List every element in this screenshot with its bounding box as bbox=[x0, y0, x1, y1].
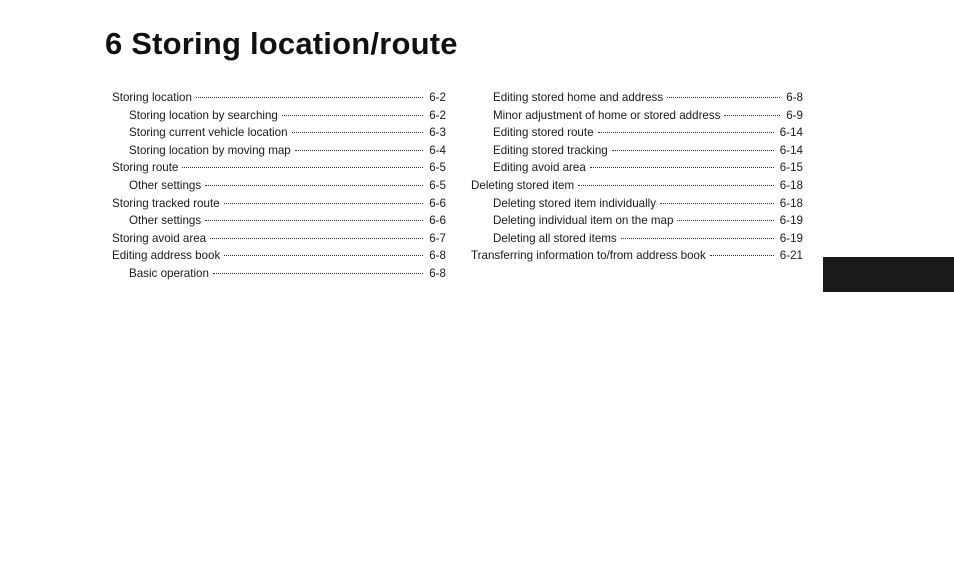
toc-entry-label: Deleting stored item bbox=[471, 178, 575, 192]
toc-entry-other-settings-tracked[interactable] bbox=[112, 212, 446, 230]
toc-entry-page: 6-4 bbox=[429, 143, 446, 157]
toc-leader-dots bbox=[667, 97, 780, 98]
toc-entry-page: 6-8 bbox=[429, 249, 446, 263]
toc-entry-page: 6-14 bbox=[779, 143, 803, 157]
toc-entry-page: 6-18 bbox=[779, 196, 803, 210]
toc-leader-dots bbox=[621, 238, 774, 239]
toc-entry-editing-stored-route[interactable] bbox=[471, 124, 803, 142]
toc-right-column bbox=[471, 89, 803, 265]
toc-leader-dots bbox=[196, 97, 423, 98]
toc-entry-page: 6-14 bbox=[779, 126, 803, 140]
toc-leader-dots bbox=[677, 220, 773, 221]
toc-entry-label: Deleting all stored items bbox=[493, 231, 617, 245]
toc-leader-dots bbox=[598, 132, 774, 133]
toc-entry-editing-stored-home-and-address[interactable] bbox=[471, 89, 803, 107]
toc-leader-dots bbox=[612, 150, 774, 151]
toc-leader-dots bbox=[182, 167, 423, 168]
toc-entry-label: Storing location bbox=[112, 91, 192, 104]
chapter-tab-marker bbox=[823, 257, 954, 292]
toc-entry-page: 6-6 bbox=[429, 196, 446, 210]
toc-leader-dots bbox=[660, 203, 774, 204]
toc-entry-page: 6-2 bbox=[429, 91, 446, 104]
toc-leader-dots bbox=[224, 255, 423, 256]
toc-leader-dots bbox=[295, 150, 423, 151]
toc-leader-dots bbox=[205, 220, 423, 221]
chapter-title: 6 Storing location/route bbox=[105, 26, 458, 61]
toc-entry-page: 6-7 bbox=[429, 231, 446, 245]
toc-entry-page: 6-6 bbox=[429, 214, 446, 228]
toc-entry-label: Storing avoid area bbox=[112, 231, 207, 245]
toc-leader-dots bbox=[205, 185, 423, 186]
toc-entry-page: 6-3 bbox=[429, 126, 446, 140]
toc-entry-label: Storing current vehicle location bbox=[129, 126, 288, 140]
toc-entry-page: 6-8 bbox=[429, 266, 446, 280]
toc-entry-page: 6-19 bbox=[779, 231, 803, 245]
toc-entry-label: Transferring information to/from address book bbox=[471, 249, 706, 263]
toc-entry-page: 6-5 bbox=[429, 161, 446, 175]
toc-entry-storing-tracked-route[interactable] bbox=[112, 195, 446, 213]
toc-entry-deleting-individual-item-on-map[interactable] bbox=[471, 212, 803, 230]
toc-entry-label: Storing tracked route bbox=[112, 196, 220, 210]
toc-leader-dots bbox=[282, 115, 423, 116]
toc-entry-page: 6-2 bbox=[429, 108, 446, 122]
toc-leader-dots bbox=[292, 132, 424, 133]
toc-leader-dots bbox=[213, 273, 423, 274]
toc-leader-dots bbox=[710, 255, 774, 256]
toc-entry-storing-avoid-area[interactable] bbox=[112, 230, 446, 248]
toc-entry-editing-avoid-area[interactable] bbox=[471, 159, 803, 177]
toc-entry-page: 6-18 bbox=[779, 178, 803, 192]
toc-entry-label: Basic operation bbox=[129, 266, 209, 280]
toc-entry-storing-location[interactable] bbox=[112, 89, 446, 107]
toc-entry-other-settings-route[interactable] bbox=[112, 177, 446, 195]
toc-entry-page: 6-21 bbox=[779, 249, 803, 263]
toc-entry-page: 6-5 bbox=[429, 178, 446, 192]
toc-entry-label: Storing location by searching bbox=[129, 108, 278, 122]
toc-entry-storing-current-vehicle-location[interactable] bbox=[112, 124, 446, 142]
toc-entry-storing-route[interactable] bbox=[112, 159, 446, 177]
toc-entry-page: 6-15 bbox=[779, 161, 803, 175]
toc-entry-page: 6-9 bbox=[786, 108, 803, 122]
toc-leader-dots bbox=[224, 203, 424, 204]
toc-leader-dots bbox=[578, 185, 774, 186]
toc-entry-minor-adjustment[interactable] bbox=[471, 107, 803, 125]
toc-leader-dots bbox=[724, 115, 780, 116]
toc-entry-label: Editing stored home and address bbox=[493, 91, 664, 104]
toc-entry-label: Editing stored route bbox=[493, 126, 594, 140]
toc-entry-label: Editing stored tracking bbox=[493, 143, 608, 157]
toc-leader-dots bbox=[590, 167, 774, 168]
toc-entry-storing-location-by-searching[interactable] bbox=[112, 107, 446, 125]
toc-entry-label: Deleting stored item individually bbox=[493, 196, 657, 210]
toc-left-column bbox=[112, 89, 446, 283]
toc-entry-label: Editing avoid area bbox=[493, 161, 586, 175]
toc-entry-page: 6-19 bbox=[779, 214, 803, 228]
toc-entry-editing-stored-tracking[interactable] bbox=[471, 142, 803, 160]
toc-entry-deleting-stored-item[interactable] bbox=[471, 177, 803, 195]
toc-entry-deleting-stored-item-individually[interactable] bbox=[471, 195, 803, 213]
toc-entry-basic-operation[interactable] bbox=[112, 265, 446, 283]
toc-entry-label: Editing address book bbox=[112, 249, 221, 263]
toc-entry-label: Deleting individual item on the map bbox=[493, 214, 674, 228]
toc-leader-dots bbox=[210, 238, 423, 239]
toc-entry-label: Other settings bbox=[129, 214, 202, 228]
toc-entry-label: Other settings bbox=[129, 178, 202, 192]
toc-entry-label: Minor adjustment of home or stored address bbox=[493, 108, 721, 122]
toc-entry-page: 6-8 bbox=[786, 91, 803, 104]
toc-entry-label: Storing route bbox=[112, 161, 179, 175]
toc-entry-storing-location-by-moving-map[interactable] bbox=[112, 142, 446, 160]
toc-entry-deleting-all-stored-items[interactable] bbox=[471, 230, 803, 248]
toc-entry-label: Storing location by moving map bbox=[129, 143, 291, 157]
toc-entry-editing-address-book[interactable] bbox=[112, 247, 446, 265]
toc-entry-transferring-information[interactable] bbox=[471, 247, 803, 265]
